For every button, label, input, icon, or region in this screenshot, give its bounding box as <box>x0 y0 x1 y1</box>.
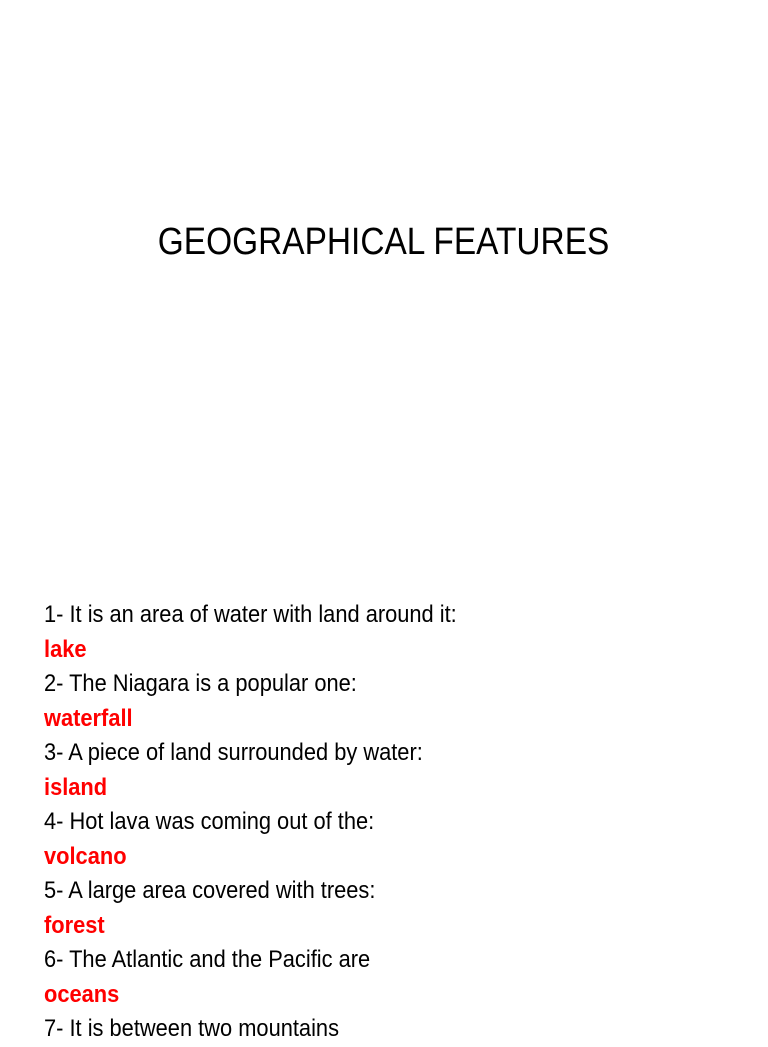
answer-1: lake <box>44 635 87 663</box>
question-6: 6- The Atlantic and the Pacific are <box>44 946 371 973</box>
question-7: 7- It is between two mountains <box>44 1015 339 1042</box>
answer-4: volcano <box>44 842 127 870</box>
title-container <box>0 218 768 266</box>
question-1: 1- It is an area of water with land around it: <box>44 601 457 628</box>
question-5: 5- A large area covered with trees: <box>44 877 376 904</box>
question-2: 2- The Niagara is a popular one: <box>44 670 357 697</box>
question-list <box>44 598 768 1047</box>
answer-2: waterfall <box>44 704 133 732</box>
answer-6: oceans <box>44 980 120 1008</box>
question-4: 4- Hot lava was coming out of the: <box>44 808 375 835</box>
page-title: GEOGRAPHICAL FEATURES <box>158 221 610 263</box>
answer-5: forest <box>44 911 105 939</box>
answer-3: island <box>44 773 108 801</box>
question-3: 3- A piece of land surrounded by water: <box>44 739 423 766</box>
